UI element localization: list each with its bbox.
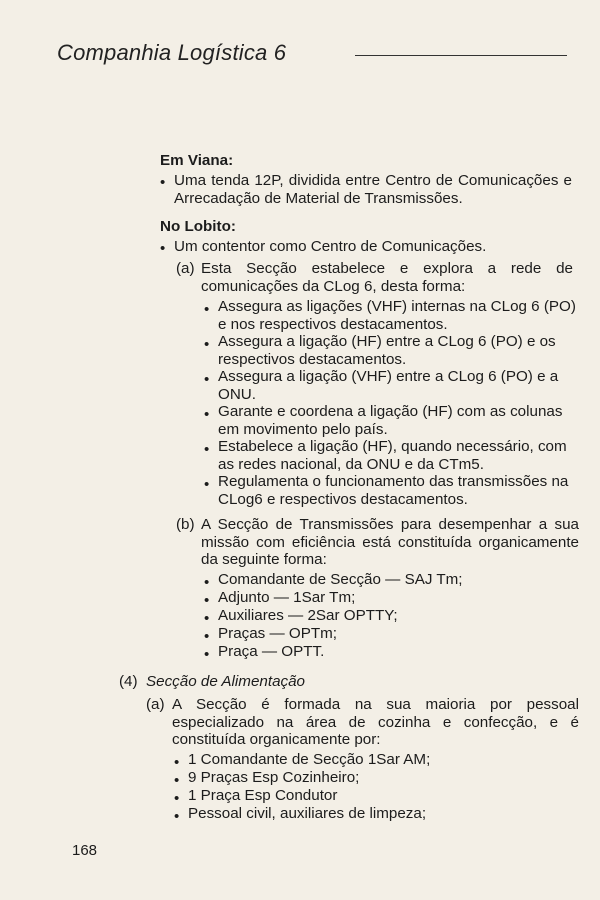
item-a-bullet-5: Estabelece a ligação (HF), quando necessário, com as redes nacional, da ONU e da CTm5.: [218, 438, 567, 473]
bullet-marker: •: [204, 476, 210, 493]
item-a-bullet-2: Assegura a ligação (HF) entre a CLog 6 (PO) e os respectivos destacamentos.: [218, 333, 556, 368]
item-b-bullet-4: Praças — OPTm;: [218, 625, 337, 642]
item-a-bullet-4: Garante e coordena a ligação (HF) com as colunas em movimento pelo país.: [218, 403, 563, 438]
bullet-marker: •: [174, 808, 180, 825]
heading-em-viana: Em Viana:: [160, 152, 234, 169]
section-4-bullet-1: 1 Comandante de Secção 1Sar AM;: [188, 751, 431, 768]
bullet-marker: •: [204, 574, 210, 591]
bullet-marker: •: [204, 646, 210, 663]
viana-bullet: Uma tenda 12P, dividida entre Centro de Comunicações e Arrecadação de Material de Transmissões.: [174, 172, 572, 207]
bullet-marker: •: [174, 754, 180, 771]
section-4-title: Secção de Alimentação: [146, 673, 306, 690]
bullet-marker: •: [204, 336, 210, 353]
bullet-marker: •: [204, 406, 210, 423]
item-a-bullet-6: Regulamenta o funcionamento das transmissões na CLog6 e respectivos destacamentos.: [218, 473, 569, 508]
section-4-bullet-3: 1 Praça Esp Condutor: [188, 787, 338, 804]
bullet-marker: •: [160, 240, 166, 257]
bullet-marker: •: [204, 610, 210, 627]
header-rule: [355, 55, 567, 56]
item-b-marker: (b): [176, 516, 195, 533]
bullet-marker: •: [204, 592, 210, 609]
bullet-marker: •: [204, 441, 210, 458]
bullet-marker: •: [204, 371, 210, 388]
bullet-marker: •: [204, 301, 210, 318]
page-number: 168: [72, 842, 98, 859]
item-b-bullet-2: Adjunto — 1Sar Tm;: [218, 589, 356, 606]
section-4-bullet-2: 9 Praças Esp Cozinheiro;: [188, 769, 360, 786]
item-a-text: Esta Secção estabelece e explora a rede de comunicações da CLog 6, desta forma:: [201, 260, 573, 295]
bullet-marker: •: [204, 628, 210, 645]
bullet-marker: •: [174, 790, 180, 807]
item-a-bullet-3: Assegura a ligação (VHF) entre a CLog 6 (PO) e a ONU.: [218, 368, 559, 403]
item-b-bullet-3: Auxiliares — 2Sar OPTTY;: [218, 607, 398, 624]
item-b-bullet-5: Praça — OPTT.: [218, 643, 325, 660]
heading-no-lobito: No Lobito:: [160, 218, 236, 235]
lobito-bullet: Um contentor como Centro de Comunicações.: [174, 238, 487, 255]
bullet-marker: •: [174, 772, 180, 789]
section-4-item-a-marker: (a): [146, 696, 165, 713]
item-b-text: A Secção de Transmissões para desempenhar a sua missão com eficiência está constituída organicamente da seguinte forma:: [201, 516, 579, 568]
item-a-marker: (a): [176, 260, 195, 277]
running-header-title: Companhia Logística 6: [57, 40, 287, 65]
section-4-bullet-4: Pessoal civil, auxiliares de limpeza;: [188, 805, 427, 822]
section-4-item-a-text: A Secção é formada na sua maioria por pessoal especializado na área de cozinha e confecção, e é constituída organicamente por:: [172, 696, 579, 748]
bullet-marker: •: [160, 174, 166, 191]
item-b-bullet-1: Comandante de Secção — SAJ Tm;: [218, 571, 463, 588]
section-4-marker: (4): [119, 673, 138, 690]
item-a-bullet-1: Assegura as ligações (VHF) internas na CLog 6 (PO) e nos respectivos destacamentos.: [218, 298, 576, 333]
